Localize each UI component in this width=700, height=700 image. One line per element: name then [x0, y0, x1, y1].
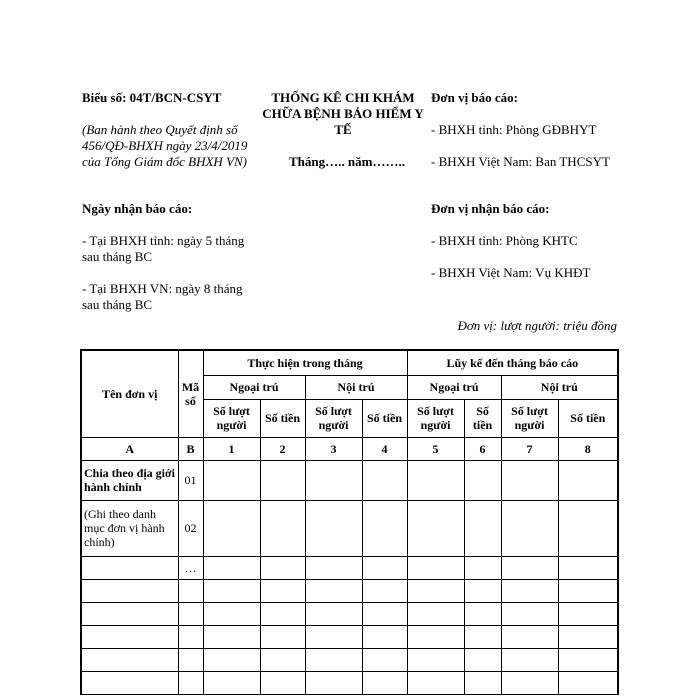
col-header-unit-name: Tên đơn vị	[81, 350, 178, 437]
data-cell	[305, 648, 362, 671]
data-cell	[558, 602, 618, 625]
table-row	[81, 579, 618, 602]
data-cell	[203, 500, 260, 556]
col-header-code: Mã số	[178, 350, 203, 437]
data-cell	[203, 671, 260, 694]
data-cell	[501, 579, 558, 602]
table-row	[81, 671, 618, 694]
data-cell	[464, 602, 501, 625]
data-cell	[362, 602, 407, 625]
receive-date-national: - Tại BHXH VN: ngày 8 tháng sau tháng BC	[82, 281, 243, 312]
data-cell	[558, 671, 618, 694]
index-cell: 4	[362, 437, 407, 460]
data-cell	[464, 648, 501, 671]
data-cell	[464, 460, 501, 500]
col-header-amount: Số tiền	[260, 399, 305, 437]
data-cell	[203, 648, 260, 671]
unit-name-cell	[81, 579, 178, 602]
data-cell	[305, 579, 362, 602]
unit-name-cell	[81, 556, 178, 579]
data-cell	[305, 500, 362, 556]
data-cell	[305, 556, 362, 579]
table-row	[81, 556, 618, 579]
group-header-month: Thực hiện trong tháng	[203, 350, 407, 375]
data-cell	[464, 579, 501, 602]
data-cell	[362, 648, 407, 671]
index-cell: 5	[407, 437, 464, 460]
col-header-amount: Số tiền	[362, 399, 407, 437]
index-cell: A	[81, 437, 178, 460]
data-cell	[407, 460, 464, 500]
table-row	[81, 500, 618, 556]
data-cell	[501, 671, 558, 694]
data-cell	[260, 556, 305, 579]
data-cell	[407, 579, 464, 602]
data-cell	[501, 625, 558, 648]
col-header-visits: Số lượt người	[305, 399, 362, 437]
issuance-note: (Ban hành theo Quyết định số 456/QĐ-BHXH ngày 23/4/2019 của Tổng Giám đốc BHXH VN)	[82, 122, 248, 169]
code-cell	[178, 602, 203, 625]
data-cell	[558, 556, 618, 579]
data-cell	[305, 460, 362, 500]
index-cell: 2	[260, 437, 305, 460]
index-cell: 7	[501, 437, 558, 460]
data-cell	[501, 602, 558, 625]
subheader-month-outpatient: Ngoại trú	[203, 375, 305, 399]
data-cell	[260, 602, 305, 625]
data-cell	[464, 671, 501, 694]
unit-note: Đơn vị: lượt người: triệu đồng	[457, 318, 617, 333]
reporting-unit-provincial: - BHXH tỉnh: Phòng GĐBHYT	[431, 122, 597, 137]
data-cell	[362, 556, 407, 579]
data-cell	[558, 625, 618, 648]
reporting-unit-national: - BHXH Việt Nam: Ban THCSYT	[431, 154, 610, 169]
report-period: Tháng….. năm……..	[289, 154, 405, 169]
data-cell	[305, 625, 362, 648]
data-cell	[407, 500, 464, 556]
data-cell	[260, 460, 305, 500]
code-cell	[178, 648, 203, 671]
data-cell	[260, 500, 305, 556]
receiving-unit-national: - BHXH Việt Nam: Vụ KHĐT	[431, 265, 591, 280]
table-row	[81, 648, 618, 671]
code-cell	[178, 579, 203, 602]
report-title-line-1: THỐNG KÊ CHI KHÁM	[271, 90, 415, 105]
col-header-visits: Số lượt người	[501, 399, 558, 437]
data-cell	[558, 648, 618, 671]
data-cell	[407, 625, 464, 648]
data-cell	[464, 500, 501, 556]
data-cell	[558, 579, 618, 602]
data-cell	[203, 460, 260, 500]
receive-date-provincial: - Tại BHXH tỉnh: ngày 5 tháng sau tháng BC	[82, 233, 245, 264]
statistics-table	[80, 349, 619, 695]
data-cell	[501, 556, 558, 579]
subheader-cumulative-outpatient: Ngoại trú	[407, 375, 501, 399]
data-cell	[558, 460, 618, 500]
index-cell: 3	[305, 437, 362, 460]
col-header-amount: Số tiền	[558, 399, 618, 437]
data-cell	[362, 500, 407, 556]
unit-name-cell: (Ghi theo danh mục đơn vị hành chính)	[81, 500, 178, 556]
data-cell	[407, 556, 464, 579]
form-code: Biểu số: 04T/BCN-CSYT	[82, 90, 222, 105]
data-cell	[203, 556, 260, 579]
unit-name-cell: Chia theo địa giới hành chính	[81, 460, 178, 500]
data-cell	[260, 671, 305, 694]
data-cell	[260, 625, 305, 648]
col-header-amount: Số tiền	[464, 399, 501, 437]
code-cell	[178, 625, 203, 648]
data-cell	[305, 602, 362, 625]
subheader-month-inpatient: Nội trú	[305, 375, 407, 399]
code-cell: …	[178, 556, 203, 579]
unit-name-cell	[81, 648, 178, 671]
data-cell	[501, 500, 558, 556]
data-cell	[362, 625, 407, 648]
data-cell	[260, 648, 305, 671]
data-cell	[407, 648, 464, 671]
receiving-unit-label: Đơn vị nhận báo cáo:	[431, 201, 550, 216]
table-row	[81, 460, 618, 500]
data-cell	[362, 579, 407, 602]
index-cell: B	[178, 437, 203, 460]
col-header-visits: Số lượt người	[407, 399, 464, 437]
code-cell: 01	[178, 460, 203, 500]
unit-name-cell	[81, 602, 178, 625]
report-title-line-2: CHỮA BỆNH BẢO HIỂM Y	[262, 106, 424, 121]
code-cell: 02	[178, 500, 203, 556]
group-header-cumulative: Lũy kế đến tháng báo cáo	[407, 350, 618, 375]
data-cell	[305, 671, 362, 694]
data-cell	[407, 671, 464, 694]
report-title-line-3: TẾ	[334, 122, 352, 137]
index-cell: 8	[558, 437, 618, 460]
data-cell	[362, 671, 407, 694]
index-cell: 1	[203, 437, 260, 460]
subheader-cumulative-inpatient: Nội trú	[501, 375, 618, 399]
data-cell	[501, 648, 558, 671]
code-cell	[178, 671, 203, 694]
data-cell	[362, 460, 407, 500]
receiving-unit-provincial: - BHXH tỉnh: Phòng KHTC	[431, 233, 578, 248]
report-title	[252, 90, 434, 138]
unit-name-cell	[81, 625, 178, 648]
data-cell	[407, 602, 464, 625]
data-cell	[464, 556, 501, 579]
index-cell: 6	[464, 437, 501, 460]
data-cell	[501, 460, 558, 500]
unit-name-cell	[81, 671, 178, 694]
data-cell	[558, 500, 618, 556]
table-row	[81, 602, 618, 625]
col-header-visits: Số lượt người	[203, 399, 260, 437]
data-cell	[203, 579, 260, 602]
data-cell	[203, 625, 260, 648]
data-cell	[464, 625, 501, 648]
data-cell	[260, 579, 305, 602]
reporting-unit-label: Đơn vị báo cáo:	[431, 90, 519, 105]
data-cell	[203, 602, 260, 625]
table-row	[81, 625, 618, 648]
receive-date-label: Ngày nhận báo cáo:	[82, 201, 193, 216]
